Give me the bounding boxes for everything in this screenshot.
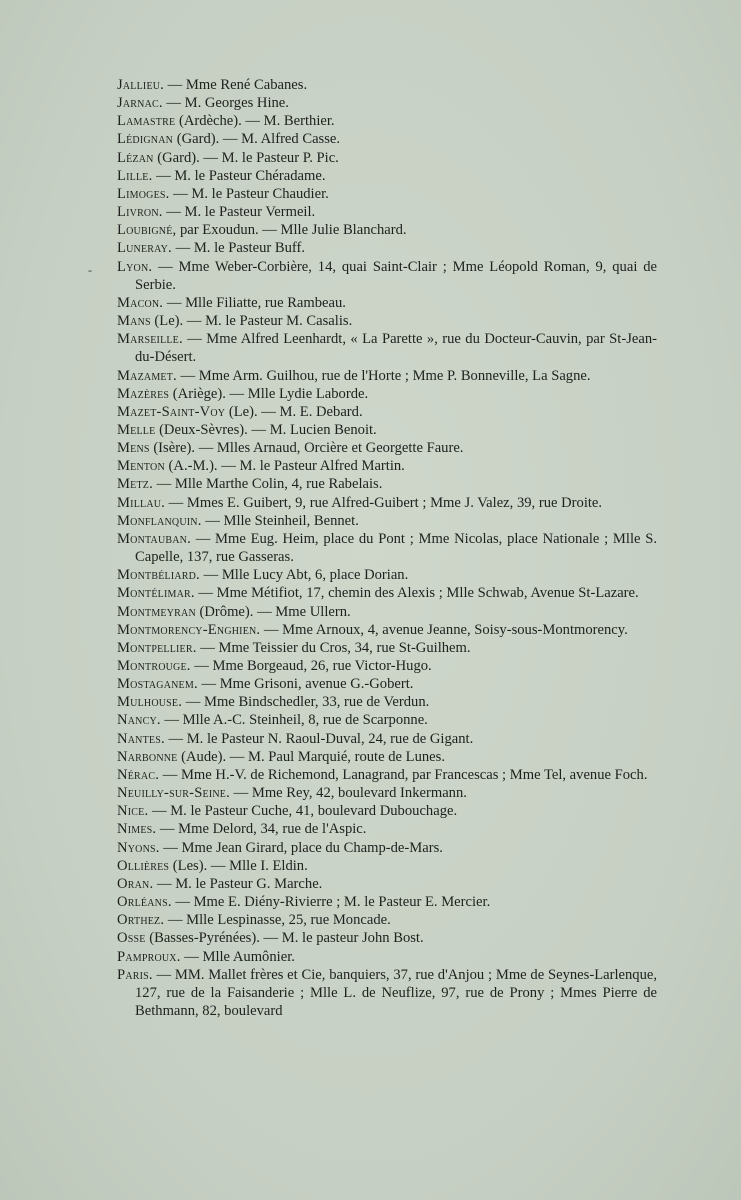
entry-details: — Mlle Lucy Abt, 6, place Dorian. xyxy=(199,567,409,584)
entry-city: Nancy. xyxy=(117,712,161,729)
directory-entry xyxy=(117,221,657,239)
entry-details: (Aude). — M. Paul Marquié, route de Lunes. xyxy=(177,748,445,765)
entry-details: — Mme Arm. Guilhou, rue de l'Horte ; Mme P. Bonneville, La Sagne. xyxy=(176,367,591,384)
directory-entry xyxy=(117,730,657,748)
directory-entry xyxy=(117,439,657,457)
directory-entry xyxy=(117,330,657,366)
entry-city: Pamproux. xyxy=(117,948,181,965)
directory-entry xyxy=(117,603,657,621)
entry-city: Lédignan xyxy=(117,131,174,148)
entry-city: Paris. xyxy=(117,966,153,983)
entry-list xyxy=(117,76,657,1020)
entry-details: — Mme Arnoux, 4, avenue Jeanne, Soisy-sous-Montmorency. xyxy=(260,621,628,638)
entry-details: (Le). — M. E. Debard. xyxy=(225,403,363,420)
directory-entry xyxy=(117,512,657,530)
entry-city: Mostaganem. xyxy=(117,676,198,693)
entry-city: Mulhouse. xyxy=(117,694,183,711)
directory-entry xyxy=(117,893,657,911)
entry-city: Narbonne xyxy=(117,748,178,765)
entry-details: — Mme Bindschedler, 33, rue de Verdun. xyxy=(182,694,430,711)
directory-entry xyxy=(117,385,657,403)
entry-details: (Le). — M. le Pasteur M. Casalis. xyxy=(150,313,353,330)
directory-entry xyxy=(117,839,657,857)
directory-entry xyxy=(117,258,657,294)
directory-entry xyxy=(117,584,657,602)
entry-city: Montmorency-Enghien. xyxy=(117,621,261,638)
entry-details: — Mmes E. Guibert, 9, rue Alfred-Guibert ; Mme J. Valez, 39, rue Droite. xyxy=(165,494,603,511)
directory-entry xyxy=(117,149,657,167)
entry-details: — Mme Eug. Heim, place du Pont ; Mme Nicolas, place Nationale ; Mlle S. Capelle, 137, rue Gasseras. xyxy=(135,530,657,566)
entry-city: Montélimar. xyxy=(117,585,195,602)
entry-details: — Mme Métifiot, 17, chemin des Alexis ; Mlle Schwab, Avenue St-Lazare. xyxy=(194,585,639,602)
entry-city: Limoges. xyxy=(117,185,170,202)
directory-entry xyxy=(117,421,657,439)
margin-mark: - xyxy=(88,263,92,277)
entry-details: — M. le Pasteur G. Marche. xyxy=(153,875,323,892)
directory-entry xyxy=(117,403,657,421)
entry-details: — Mme René Cabanes. xyxy=(164,77,308,93)
directory-entry xyxy=(117,857,657,875)
entry-details: — Mlle Marthe Colin, 4, rue Rabelais. xyxy=(152,476,383,493)
directory-entry xyxy=(117,312,657,330)
entry-details: — M. le Pasteur Buff. xyxy=(171,240,306,257)
directory-entry xyxy=(117,130,657,148)
entry-details: (A.-M.). — M. le Pasteur Alfred Martin. xyxy=(164,458,405,475)
entry-city: Monflanquin. xyxy=(117,512,202,529)
directory-entry xyxy=(117,929,657,947)
entry-details: (Basses-Pyrénées). — M. le pasteur John Bost. xyxy=(145,930,424,947)
entry-details: — Mme Teissier du Cros, 34, rue St-Guilhem. xyxy=(196,639,471,656)
directory-entry xyxy=(117,911,657,929)
entry-details: (Gard). — M. le Pasteur P. Pic. xyxy=(153,149,339,166)
directory-entry xyxy=(117,766,657,784)
entry-city: Montrouge. xyxy=(117,658,191,674)
directory-entry xyxy=(117,966,657,1020)
directory-entry xyxy=(117,167,657,185)
entry-city: Nice. xyxy=(117,803,149,820)
entry-details: — M. le Pasteur Cuche, 41, boulevard Dubouchage. xyxy=(148,803,458,820)
directory-entry xyxy=(117,639,657,657)
entry-city: Mazères xyxy=(117,385,170,402)
entry-details: — Mme Weber-Corbière, 14, quai Saint-Clair ; Mme Léopold Roman, 9, quai de Serbie. xyxy=(135,258,657,293)
directory-entry xyxy=(117,657,657,675)
directory-entry xyxy=(117,566,657,584)
entry-details: — Mme H.-V. de Richemond, Lanagrand, par Francescas ; Mme Tel, avenue Foch. xyxy=(159,766,648,783)
entry-details: — M. le Pasteur Chaudier. xyxy=(169,185,329,202)
directory-entry xyxy=(117,621,657,639)
entry-city: Macon. xyxy=(117,294,164,311)
entry-city: Nyons. xyxy=(117,839,160,856)
directory-entry xyxy=(117,203,657,221)
directory-entry xyxy=(117,530,657,566)
entry-city: Lyon. xyxy=(117,258,153,275)
entry-details: (Gard). — M. Alfred Casse. xyxy=(173,131,341,148)
entry-city: Jallieu. xyxy=(117,77,165,93)
directory-entry xyxy=(117,94,657,112)
entry-details: — M. Georges Hine. xyxy=(162,95,289,112)
entry-details: — MM. Mallet frères et Cie, banquiers, 37, rue d'Anjou ; Mme de Seynes-Larlenque, 127, rue de la Faisanderie ; Mlle L. de Neuflize, 97, rue de Prony ; Mmes Pierre de Bethmann, 82, boulevard xyxy=(135,966,657,1019)
entry-details: — Mme Borgeaud, 26, rue Victor-Hugo. xyxy=(190,658,432,674)
entry-city: Nantes. xyxy=(117,730,165,747)
entry-city: Mans xyxy=(117,313,151,330)
entry-details: — Mme Delord, 34, rue de l'Aspic. xyxy=(156,821,367,838)
directory-entry xyxy=(117,76,657,94)
entry-city: Mazet-Saint-Voy xyxy=(117,403,226,420)
entry-details: (Ariège). — Mlle Lydie Laborde. xyxy=(169,385,369,402)
directory-entry xyxy=(117,457,657,475)
entry-city: Melle xyxy=(117,421,156,438)
entry-city: Orléans. xyxy=(117,894,172,911)
entry-city: Lille. xyxy=(117,167,153,184)
entry-city: Orthez. xyxy=(117,912,165,929)
entry-city: Osse xyxy=(117,930,146,947)
directory-entry xyxy=(117,948,657,966)
entry-details: (Les). — Mlle I. Eldin. xyxy=(169,857,308,874)
directory-entry xyxy=(117,112,657,130)
directory-entry xyxy=(117,185,657,203)
entry-details: — M. le Pasteur Vermeil. xyxy=(162,204,316,221)
entry-city: Marseille. xyxy=(117,331,183,348)
entry-details: — Mlle A.-C. Steinheil, 8, rue de Scarponne. xyxy=(160,712,428,729)
entry-city: Montauban. xyxy=(117,530,191,547)
directory-entry xyxy=(117,367,657,385)
entry-details: — Mlle Steinheil, Bennet. xyxy=(201,512,359,529)
entry-details: — M. le Pasteur N. Raoul-Duval, 24, rue de Gigant. xyxy=(164,730,474,747)
entry-city: Montbéliard. xyxy=(117,567,200,584)
directory-entry xyxy=(117,239,657,257)
directory-entry xyxy=(117,820,657,838)
entry-details: (Ardèche). — M. Berthier. xyxy=(175,113,335,130)
entry-city: Jarnac. xyxy=(117,95,163,112)
entry-city: Neuilly-sur-Seine. xyxy=(117,785,230,802)
entry-details: — Mme Alfred Leenhardt, « La Parette », rue du Docteur-Cauvin, par St-Jean-du-Désert. xyxy=(135,331,657,366)
entry-city: Loubigné, xyxy=(117,222,177,239)
directory-entry xyxy=(117,875,657,893)
entry-city: Luneray. xyxy=(117,240,172,257)
directory-entry xyxy=(117,748,657,766)
entry-city: Ollières xyxy=(117,857,170,874)
entry-city: Nimes. xyxy=(117,821,157,838)
entry-details: — Mlle Lespinasse, 25, rue Moncade. xyxy=(164,912,391,929)
entry-city: Livron. xyxy=(117,204,163,221)
entry-city: Metz. xyxy=(117,476,153,493)
entry-city: Mazamet. xyxy=(117,367,177,384)
entry-city: Mens xyxy=(117,440,150,457)
directory-entry xyxy=(117,475,657,493)
entry-details: (Isère). — Mlles Arnaud, Orcière et Georgette Faure. xyxy=(149,440,464,457)
entry-city: Lamastre xyxy=(117,113,176,130)
directory-entry xyxy=(117,494,657,512)
directory-entry xyxy=(117,693,657,711)
directory-entry xyxy=(117,784,657,802)
entry-details: — Mme Grisoni, avenue G.-Gobert. xyxy=(197,676,414,693)
entry-city: Oran. xyxy=(117,875,154,892)
entry-details: — Mlle Filiatte, rue Rambeau. xyxy=(163,294,346,311)
directory-entry xyxy=(117,802,657,820)
entry-details: — M. le Pasteur Chéradame. xyxy=(152,167,326,184)
entry-city: Millau. xyxy=(117,494,166,511)
entry-city: Montpellier. xyxy=(117,639,197,656)
entry-details: — Mme Jean Girard, place du Champ-de-Mars. xyxy=(159,839,443,856)
entry-details: par Exoudun. — Mlle Julie Blanchard. xyxy=(176,222,407,239)
entry-details: (Drôme). — Mme Ullern. xyxy=(195,603,351,620)
entry-city: Menton xyxy=(117,458,165,475)
entry-details: — Mme Rey, 42, boulevard Inkermann. xyxy=(229,785,467,802)
entry-city: Montmeyran xyxy=(117,603,196,620)
directory-entry xyxy=(117,294,657,312)
entry-details: — Mlle Aumônier. xyxy=(180,948,295,965)
entry-details: — Mme E. Diény-Rivierre ; M. le Pasteur E. Mercier. xyxy=(171,894,491,911)
directory-entry xyxy=(117,711,657,729)
entry-city: Nérac. xyxy=(117,766,160,783)
entry-details: (Deux-Sèvres). — M. Lucien Benoit. xyxy=(155,421,377,438)
directory-entry xyxy=(117,675,657,693)
entry-city: Lézan xyxy=(117,149,154,166)
